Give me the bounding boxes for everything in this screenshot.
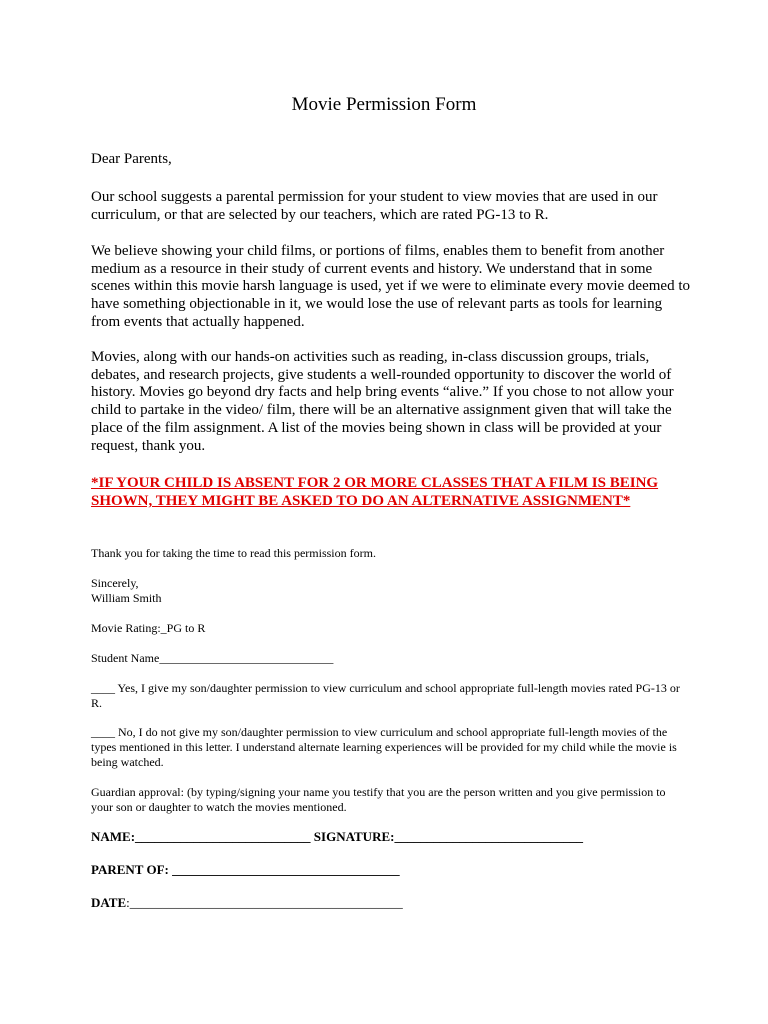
student-name-field[interactable]: Student Name_____________________________ bbox=[91, 651, 334, 665]
movie-rating: Movie Rating:_PG to R bbox=[91, 621, 206, 635]
date-blank: :__________________________________________ bbox=[126, 895, 403, 910]
paragraph-text: Movies, along with our hands-on activities such as reading, in-class discussion groups, trials, debates, and research projects, give students a well-rounded opportunity to discover the world of history. Movies go beyond dry facts and help bring events “alive.” If you chose to not allow your child to partake in the video/ film, there will be an alternative assignment given that will take the place of the film assignment. A list of the movies being shown in class will be provided at your request, thank you. bbox=[91, 349, 674, 454]
greeting: Dear Parents, bbox=[91, 151, 172, 167]
page-title: Movie Permission Form bbox=[291, 94, 477, 115]
thanks-note: Thank you for taking the time to read this permission form. bbox=[91, 546, 376, 560]
option-no[interactable]: ____ No, I do not give my son/daughter permission to view curriculum and school appropriate full-length movies of the types mentioned in this letter. I understand alternate learning experiences will be provided for my child while the movie is being watched. bbox=[91, 725, 677, 769]
name-signature-field[interactable]: NAME:___________________________ SIGNATURE:_____________________________ bbox=[91, 829, 583, 844]
paragraph-intro bbox=[91, 189, 691, 224]
date-label: DATE bbox=[91, 895, 127, 910]
parent-of-field[interactable]: PARENT OF: ___________________________________ bbox=[91, 862, 400, 877]
absence-warning: *IF YOUR CHILD IS ABSENT FOR 2 OR MORE CLASSES THAT A FILM IS BEING SHOWN, THEY MIGHT BE ASKED TO DO AN ALTERNATIVE ASSIGNMENT* bbox=[91, 475, 659, 509]
date-field[interactable] bbox=[91, 895, 403, 911]
paragraph-movies bbox=[91, 349, 691, 455]
paragraph-belief bbox=[91, 243, 691, 332]
option-yes[interactable]: ____ Yes, I give my son/daughter permission to view curriculum and school appropriate full-length movies rated PG-13 or R. bbox=[91, 681, 680, 710]
paragraph-text: Our school suggests a parental permission for your student to view movies that are used in our curriculum, or that are selected by our teachers, which are rated PG-13 to R. bbox=[91, 189, 658, 223]
signature-block bbox=[91, 576, 686, 606]
closing: Sincerely, bbox=[91, 576, 139, 590]
paragraph-text: We believe showing your child films, or portions of films, enables them to benefit from another medium as a resource in their study of current events and history. We understand that in some scenes within this movie harsh language is used, yet if we were to eliminate every movie deemed to have something objectionable in it, we would lose the use of relevant parts as tools for learning from events that actually happened. bbox=[91, 243, 690, 330]
guardian-approval: Guardian approval: (by typing/signing your name you testify that you are the person written and you give permission to your son or daughter to watch the movies mentioned. bbox=[91, 785, 666, 814]
signer-name: William Smith bbox=[91, 591, 162, 605]
